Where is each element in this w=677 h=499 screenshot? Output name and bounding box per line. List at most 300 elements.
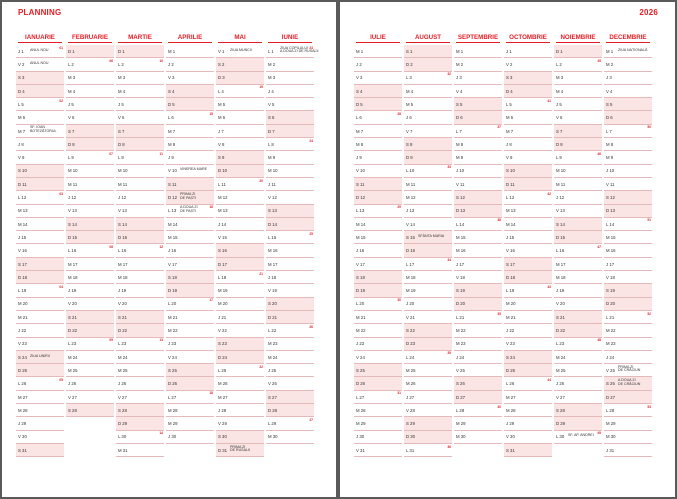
day-cell[interactable] bbox=[504, 284, 552, 297]
day-cell[interactable] bbox=[354, 191, 402, 204]
day-cell[interactable] bbox=[16, 191, 64, 204]
day-cell[interactable] bbox=[554, 165, 602, 178]
day-cell[interactable] bbox=[554, 111, 602, 124]
day-cell[interactable] bbox=[66, 98, 114, 111]
day-cell[interactable] bbox=[166, 298, 214, 311]
day-cell[interactable] bbox=[66, 338, 114, 351]
day-cell[interactable] bbox=[504, 165, 552, 178]
day-cell[interactable] bbox=[266, 391, 314, 404]
day-cell[interactable] bbox=[354, 58, 402, 71]
day-cell[interactable] bbox=[66, 125, 114, 138]
day-cell[interactable] bbox=[16, 244, 64, 257]
day-cell[interactable] bbox=[266, 72, 314, 85]
day-cell[interactable] bbox=[166, 284, 214, 297]
day-cell[interactable] bbox=[354, 138, 402, 151]
day-cell[interactable] bbox=[16, 58, 64, 71]
day-cell[interactable] bbox=[266, 377, 314, 390]
day-cell[interactable] bbox=[166, 151, 214, 164]
day-cell[interactable] bbox=[166, 417, 214, 430]
day-cell[interactable] bbox=[166, 351, 214, 364]
day-cell[interactable] bbox=[454, 45, 502, 58]
day-cell[interactable] bbox=[66, 377, 114, 390]
day-cell[interactable] bbox=[454, 85, 502, 98]
day-cell[interactable] bbox=[116, 111, 164, 124]
day-cell[interactable] bbox=[66, 165, 114, 178]
day-cell[interactable] bbox=[504, 191, 552, 204]
day-cell[interactable] bbox=[454, 271, 502, 284]
day-cell[interactable] bbox=[16, 311, 64, 324]
day-cell[interactable] bbox=[554, 151, 602, 164]
day-cell[interactable] bbox=[454, 231, 502, 244]
day-cell[interactable] bbox=[266, 324, 314, 337]
day-cell[interactable] bbox=[16, 417, 64, 430]
day-cell[interactable] bbox=[354, 391, 402, 404]
day-cell[interactable] bbox=[504, 138, 552, 151]
day-cell[interactable] bbox=[604, 111, 652, 124]
day-cell[interactable] bbox=[454, 111, 502, 124]
day-cell[interactable] bbox=[116, 205, 164, 218]
day-cell[interactable] bbox=[166, 178, 214, 191]
day-cell[interactable] bbox=[554, 58, 602, 71]
day-cell[interactable] bbox=[116, 258, 164, 271]
day-cell[interactable] bbox=[116, 284, 164, 297]
day-cell[interactable] bbox=[454, 138, 502, 151]
day-cell[interactable] bbox=[554, 284, 602, 297]
day-cell[interactable] bbox=[66, 218, 114, 231]
day-cell[interactable] bbox=[266, 244, 314, 257]
day-cell[interactable] bbox=[16, 258, 64, 271]
day-cell[interactable] bbox=[116, 271, 164, 284]
day-cell[interactable] bbox=[604, 178, 652, 191]
day-cell[interactable] bbox=[216, 231, 264, 244]
day-cell[interactable] bbox=[354, 85, 402, 98]
day-cell[interactable] bbox=[604, 417, 652, 430]
day-cell[interactable] bbox=[16, 351, 64, 364]
day-cell[interactable] bbox=[266, 298, 314, 311]
day-cell[interactable] bbox=[454, 205, 502, 218]
day-cell[interactable] bbox=[604, 364, 652, 377]
day-cell[interactable] bbox=[404, 151, 452, 164]
day-cell[interactable] bbox=[504, 151, 552, 164]
day-cell[interactable] bbox=[454, 218, 502, 231]
day-cell[interactable] bbox=[266, 205, 314, 218]
day-cell[interactable] bbox=[454, 58, 502, 71]
day-cell[interactable] bbox=[16, 324, 64, 337]
day-cell[interactable] bbox=[504, 244, 552, 257]
day-cell[interactable] bbox=[216, 284, 264, 297]
day-cell[interactable] bbox=[116, 391, 164, 404]
day-cell[interactable] bbox=[266, 311, 314, 324]
day-cell[interactable] bbox=[354, 151, 402, 164]
day-cell[interactable] bbox=[166, 165, 214, 178]
day-cell[interactable] bbox=[266, 404, 314, 417]
day-cell[interactable] bbox=[454, 364, 502, 377]
day-cell[interactable] bbox=[404, 324, 452, 337]
day-cell[interactable] bbox=[16, 125, 64, 138]
day-cell[interactable] bbox=[554, 231, 602, 244]
day-cell[interactable] bbox=[404, 191, 452, 204]
day-cell[interactable] bbox=[404, 72, 452, 85]
day-cell[interactable] bbox=[166, 85, 214, 98]
day-cell[interactable] bbox=[66, 72, 114, 85]
day-cell[interactable] bbox=[554, 138, 602, 151]
day-cell[interactable] bbox=[166, 125, 214, 138]
day-cell[interactable] bbox=[266, 258, 314, 271]
day-cell[interactable] bbox=[454, 151, 502, 164]
day-cell[interactable] bbox=[116, 244, 164, 257]
day-cell[interactable] bbox=[604, 98, 652, 111]
day-cell[interactable] bbox=[116, 45, 164, 58]
day-cell[interactable] bbox=[504, 178, 552, 191]
day-cell[interactable] bbox=[504, 338, 552, 351]
day-cell[interactable] bbox=[166, 218, 214, 231]
day-cell[interactable] bbox=[554, 364, 602, 377]
day-cell[interactable] bbox=[354, 324, 402, 337]
day-cell[interactable] bbox=[404, 431, 452, 444]
day-cell[interactable] bbox=[554, 351, 602, 364]
day-cell[interactable] bbox=[166, 58, 214, 71]
day-cell[interactable] bbox=[216, 218, 264, 231]
day-cell[interactable] bbox=[504, 431, 552, 444]
day-cell[interactable] bbox=[16, 178, 64, 191]
day-cell[interactable] bbox=[216, 271, 264, 284]
day-cell[interactable] bbox=[216, 205, 264, 218]
day-cell[interactable] bbox=[116, 324, 164, 337]
day-cell[interactable] bbox=[504, 271, 552, 284]
day-cell[interactable] bbox=[216, 377, 264, 390]
day-cell[interactable] bbox=[216, 298, 264, 311]
day-cell[interactable] bbox=[116, 165, 164, 178]
day-cell[interactable] bbox=[216, 311, 264, 324]
day-cell[interactable] bbox=[16, 231, 64, 244]
day-cell[interactable] bbox=[266, 58, 314, 71]
day-cell[interactable] bbox=[604, 284, 652, 297]
day-cell[interactable] bbox=[216, 431, 264, 444]
day-cell[interactable] bbox=[454, 417, 502, 430]
day-cell[interactable] bbox=[354, 298, 402, 311]
day-cell[interactable] bbox=[604, 244, 652, 257]
day-cell[interactable] bbox=[16, 72, 64, 85]
day-cell[interactable] bbox=[166, 205, 214, 218]
day-cell[interactable] bbox=[116, 98, 164, 111]
day-cell[interactable] bbox=[16, 165, 64, 178]
day-cell[interactable] bbox=[454, 244, 502, 257]
day-cell[interactable] bbox=[116, 151, 164, 164]
day-cell[interactable] bbox=[604, 298, 652, 311]
day-cell[interactable] bbox=[604, 151, 652, 164]
day-cell[interactable] bbox=[16, 364, 64, 377]
day-cell[interactable] bbox=[16, 284, 64, 297]
day-cell[interactable] bbox=[116, 377, 164, 390]
day-cell[interactable] bbox=[166, 258, 214, 271]
day-cell[interactable] bbox=[216, 417, 264, 430]
day-cell[interactable] bbox=[16, 338, 64, 351]
day-cell[interactable] bbox=[66, 191, 114, 204]
day-cell[interactable] bbox=[116, 138, 164, 151]
day-cell[interactable] bbox=[166, 45, 214, 58]
day-cell[interactable] bbox=[404, 284, 452, 297]
day-cell[interactable] bbox=[504, 351, 552, 364]
day-cell[interactable] bbox=[604, 271, 652, 284]
day-cell[interactable] bbox=[404, 178, 452, 191]
day-cell[interactable] bbox=[354, 417, 402, 430]
day-cell[interactable] bbox=[404, 404, 452, 417]
day-cell[interactable] bbox=[266, 364, 314, 377]
day-cell[interactable] bbox=[604, 72, 652, 85]
day-cell[interactable] bbox=[66, 151, 114, 164]
day-cell[interactable] bbox=[504, 85, 552, 98]
day-cell[interactable] bbox=[604, 311, 652, 324]
day-cell[interactable] bbox=[354, 338, 402, 351]
day-cell[interactable] bbox=[504, 444, 552, 457]
day-cell[interactable] bbox=[16, 404, 64, 417]
day-cell[interactable] bbox=[166, 231, 214, 244]
day-cell[interactable] bbox=[354, 45, 402, 58]
day-cell[interactable] bbox=[604, 258, 652, 271]
day-cell[interactable] bbox=[166, 311, 214, 324]
day-cell[interactable] bbox=[504, 45, 552, 58]
day-cell[interactable] bbox=[504, 125, 552, 138]
day-cell[interactable] bbox=[404, 364, 452, 377]
day-cell[interactable] bbox=[216, 178, 264, 191]
day-cell[interactable] bbox=[116, 338, 164, 351]
day-cell[interactable] bbox=[404, 298, 452, 311]
day-cell[interactable] bbox=[216, 165, 264, 178]
day-cell[interactable] bbox=[66, 111, 114, 124]
day-cell[interactable] bbox=[404, 58, 452, 71]
day-cell[interactable] bbox=[16, 218, 64, 231]
day-cell[interactable] bbox=[16, 98, 64, 111]
day-cell[interactable] bbox=[266, 98, 314, 111]
day-cell[interactable] bbox=[454, 324, 502, 337]
day-cell[interactable] bbox=[554, 98, 602, 111]
day-cell[interactable] bbox=[554, 45, 602, 58]
day-cell[interactable] bbox=[216, 85, 264, 98]
day-cell[interactable] bbox=[454, 431, 502, 444]
day-cell[interactable] bbox=[216, 324, 264, 337]
day-cell[interactable] bbox=[454, 98, 502, 111]
day-cell[interactable] bbox=[354, 111, 402, 124]
day-cell[interactable] bbox=[66, 85, 114, 98]
day-cell[interactable] bbox=[166, 138, 214, 151]
day-cell[interactable] bbox=[216, 191, 264, 204]
day-cell[interactable] bbox=[604, 85, 652, 98]
day-cell[interactable] bbox=[66, 351, 114, 364]
day-cell[interactable] bbox=[404, 45, 452, 58]
day-cell[interactable] bbox=[454, 404, 502, 417]
day-cell[interactable] bbox=[504, 364, 552, 377]
day-cell[interactable] bbox=[504, 111, 552, 124]
day-cell[interactable] bbox=[604, 404, 652, 417]
day-cell[interactable] bbox=[216, 244, 264, 257]
day-cell[interactable] bbox=[554, 178, 602, 191]
day-cell[interactable] bbox=[166, 391, 214, 404]
day-cell[interactable] bbox=[216, 404, 264, 417]
day-cell[interactable] bbox=[116, 417, 164, 430]
day-cell[interactable] bbox=[266, 417, 314, 430]
day-cell[interactable] bbox=[116, 351, 164, 364]
day-cell[interactable] bbox=[116, 311, 164, 324]
day-cell[interactable] bbox=[16, 45, 64, 58]
day-cell[interactable] bbox=[604, 191, 652, 204]
day-cell[interactable] bbox=[266, 284, 314, 297]
day-cell[interactable] bbox=[604, 218, 652, 231]
day-cell[interactable] bbox=[404, 231, 452, 244]
day-cell[interactable] bbox=[454, 338, 502, 351]
day-cell[interactable] bbox=[216, 98, 264, 111]
day-cell[interactable] bbox=[16, 271, 64, 284]
day-cell[interactable] bbox=[266, 338, 314, 351]
day-cell[interactable] bbox=[66, 311, 114, 324]
day-cell[interactable] bbox=[116, 85, 164, 98]
day-cell[interactable] bbox=[454, 258, 502, 271]
day-cell[interactable] bbox=[454, 284, 502, 297]
day-cell[interactable] bbox=[66, 391, 114, 404]
day-cell[interactable] bbox=[554, 218, 602, 231]
day-cell[interactable] bbox=[16, 444, 64, 457]
day-cell[interactable] bbox=[504, 391, 552, 404]
day-cell[interactable] bbox=[16, 298, 64, 311]
day-cell[interactable] bbox=[116, 431, 164, 444]
day-cell[interactable] bbox=[216, 125, 264, 138]
day-cell[interactable] bbox=[554, 244, 602, 257]
day-cell[interactable] bbox=[354, 444, 402, 457]
day-cell[interactable] bbox=[166, 431, 214, 444]
day-cell[interactable] bbox=[66, 58, 114, 71]
day-cell[interactable] bbox=[454, 72, 502, 85]
day-cell[interactable] bbox=[354, 311, 402, 324]
day-cell[interactable] bbox=[504, 417, 552, 430]
day-cell[interactable] bbox=[504, 205, 552, 218]
day-cell[interactable] bbox=[266, 111, 314, 124]
day-cell[interactable] bbox=[16, 138, 64, 151]
day-cell[interactable] bbox=[404, 444, 452, 457]
day-cell[interactable] bbox=[66, 404, 114, 417]
day-cell[interactable] bbox=[604, 444, 652, 457]
day-cell[interactable] bbox=[604, 125, 652, 138]
day-cell[interactable] bbox=[66, 258, 114, 271]
day-cell[interactable] bbox=[354, 284, 402, 297]
day-cell[interactable] bbox=[404, 271, 452, 284]
day-cell[interactable] bbox=[116, 364, 164, 377]
day-cell[interactable] bbox=[554, 298, 602, 311]
day-cell[interactable] bbox=[404, 205, 452, 218]
day-cell[interactable] bbox=[554, 125, 602, 138]
day-cell[interactable] bbox=[116, 298, 164, 311]
day-cell[interactable] bbox=[266, 218, 314, 231]
day-cell[interactable] bbox=[66, 231, 114, 244]
day-cell[interactable] bbox=[354, 231, 402, 244]
day-cell[interactable] bbox=[266, 431, 314, 444]
day-cell[interactable] bbox=[216, 351, 264, 364]
day-cell[interactable] bbox=[454, 298, 502, 311]
day-cell[interactable] bbox=[354, 351, 402, 364]
day-cell[interactable] bbox=[554, 391, 602, 404]
day-cell[interactable] bbox=[116, 191, 164, 204]
day-cell[interactable] bbox=[166, 111, 214, 124]
day-cell[interactable] bbox=[404, 98, 452, 111]
day-cell[interactable] bbox=[604, 431, 652, 444]
day-cell[interactable] bbox=[354, 271, 402, 284]
day-cell[interactable] bbox=[504, 258, 552, 271]
day-cell[interactable] bbox=[554, 271, 602, 284]
day-cell[interactable] bbox=[404, 111, 452, 124]
day-cell[interactable] bbox=[554, 85, 602, 98]
day-cell[interactable] bbox=[604, 45, 652, 58]
day-cell[interactable] bbox=[266, 151, 314, 164]
day-cell[interactable] bbox=[116, 404, 164, 417]
day-cell[interactable] bbox=[504, 298, 552, 311]
day-cell[interactable] bbox=[354, 125, 402, 138]
day-cell[interactable] bbox=[66, 298, 114, 311]
day-cell[interactable] bbox=[454, 391, 502, 404]
day-cell[interactable] bbox=[354, 364, 402, 377]
day-cell[interactable] bbox=[504, 311, 552, 324]
day-cell[interactable] bbox=[216, 72, 264, 85]
day-cell[interactable] bbox=[16, 431, 64, 444]
day-cell[interactable] bbox=[404, 244, 452, 257]
day-cell[interactable] bbox=[554, 205, 602, 218]
day-cell[interactable] bbox=[266, 351, 314, 364]
day-cell[interactable] bbox=[266, 138, 314, 151]
day-cell[interactable] bbox=[216, 391, 264, 404]
day-cell[interactable] bbox=[404, 391, 452, 404]
day-cell[interactable] bbox=[66, 324, 114, 337]
day-cell[interactable] bbox=[16, 205, 64, 218]
day-cell[interactable] bbox=[604, 377, 652, 390]
day-cell[interactable] bbox=[116, 218, 164, 231]
day-cell[interactable] bbox=[266, 231, 314, 244]
day-cell[interactable] bbox=[354, 404, 402, 417]
day-cell[interactable] bbox=[454, 191, 502, 204]
day-cell[interactable] bbox=[554, 377, 602, 390]
day-cell[interactable] bbox=[504, 231, 552, 244]
day-cell[interactable] bbox=[266, 125, 314, 138]
day-cell[interactable] bbox=[166, 72, 214, 85]
day-cell[interactable] bbox=[504, 218, 552, 231]
day-cell[interactable] bbox=[66, 205, 114, 218]
day-cell[interactable] bbox=[166, 271, 214, 284]
day-cell[interactable] bbox=[504, 98, 552, 111]
day-cell[interactable] bbox=[604, 205, 652, 218]
day-cell[interactable] bbox=[166, 244, 214, 257]
day-cell[interactable] bbox=[166, 377, 214, 390]
day-cell[interactable] bbox=[404, 311, 452, 324]
day-cell[interactable] bbox=[604, 138, 652, 151]
day-cell[interactable] bbox=[116, 58, 164, 71]
day-cell[interactable] bbox=[504, 72, 552, 85]
day-cell[interactable] bbox=[166, 364, 214, 377]
day-cell[interactable] bbox=[216, 338, 264, 351]
day-cell[interactable] bbox=[604, 324, 652, 337]
day-cell[interactable] bbox=[454, 377, 502, 390]
day-cell[interactable] bbox=[404, 138, 452, 151]
day-cell[interactable] bbox=[16, 391, 64, 404]
day-cell[interactable] bbox=[604, 391, 652, 404]
day-cell[interactable] bbox=[66, 284, 114, 297]
day-cell[interactable] bbox=[454, 351, 502, 364]
day-cell[interactable] bbox=[216, 45, 264, 58]
day-cell[interactable] bbox=[354, 72, 402, 85]
day-cell[interactable] bbox=[504, 58, 552, 71]
day-cell[interactable] bbox=[354, 258, 402, 271]
day-cell[interactable] bbox=[166, 324, 214, 337]
day-cell[interactable] bbox=[504, 404, 552, 417]
day-cell[interactable] bbox=[354, 205, 402, 218]
day-cell[interactable] bbox=[504, 377, 552, 390]
day-cell[interactable] bbox=[354, 98, 402, 111]
day-cell[interactable] bbox=[404, 258, 452, 271]
